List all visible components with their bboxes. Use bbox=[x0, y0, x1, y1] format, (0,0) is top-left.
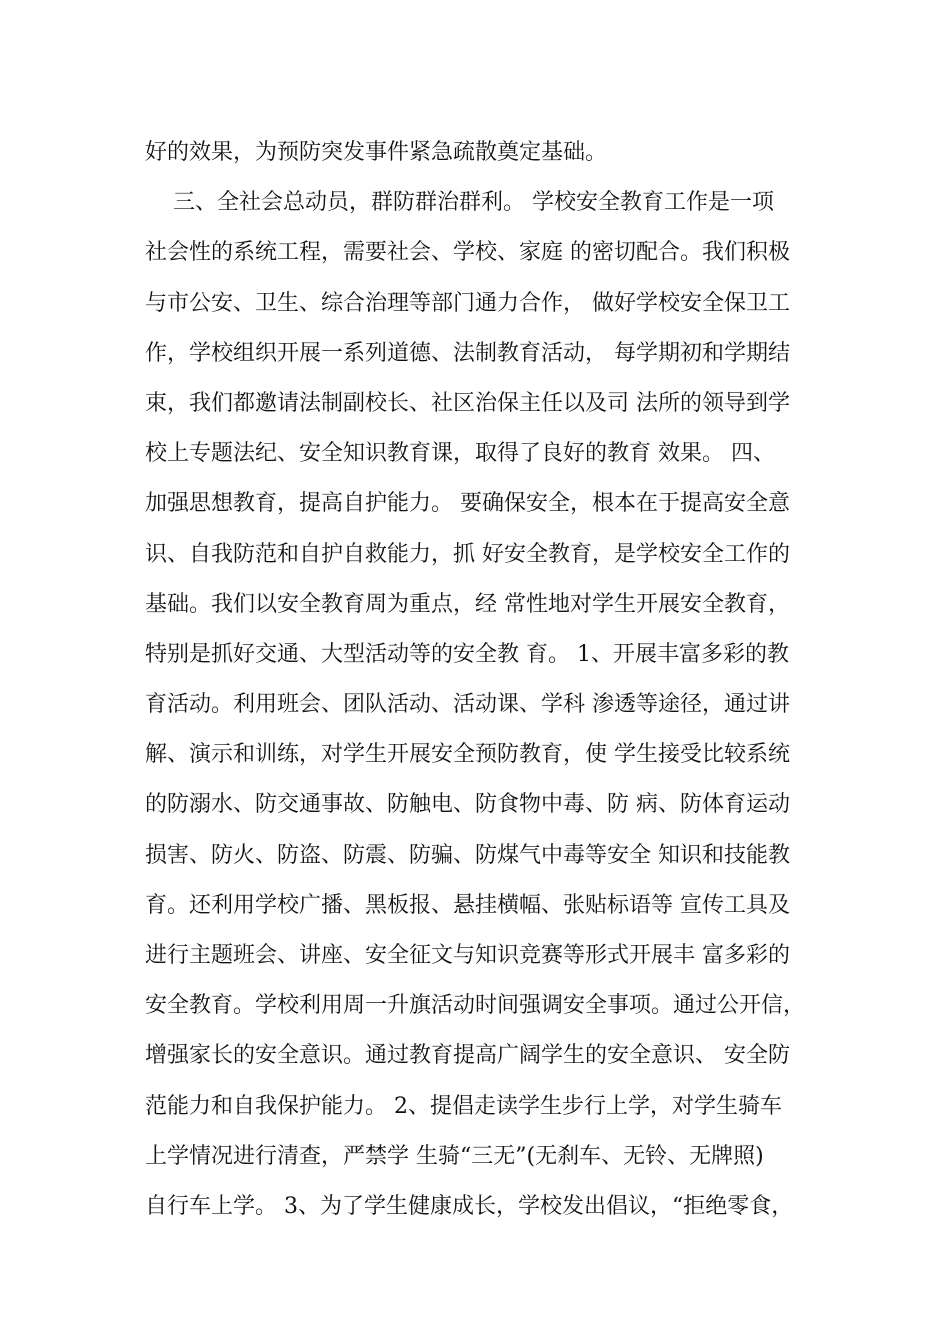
text-line: 安全教育。学校利用周一升旗活动时间强调安全事项。通过公开信， bbox=[145, 993, 806, 1019]
text-line: 的防溺水、防交通事故、防触电、防食物中毒、防 病、防体育运动 bbox=[145, 792, 790, 818]
text-line: 增强家长的安全意识。通过教育提高广阔学生的安全意识、 安全防 bbox=[145, 1043, 790, 1069]
text-line: 损害、防火、防盗、防震、防骗、防煤气中毒等安全 知识和技能教 bbox=[145, 842, 790, 868]
text-line: 范能力和自我保护能力。 2、提倡走读学生步行上学，对学生骑车 bbox=[145, 1093, 782, 1119]
text-line: 作，学校组织开展一系列道德、法制教育活动， 每学期初和学期结 bbox=[145, 340, 790, 366]
body-text bbox=[145, 128, 835, 1232]
text-line: 育活动。利用班会、团队活动、活动课、学科 渗透等途径，通过讲 bbox=[145, 692, 790, 718]
text-line: 自行车上学。 3、为了学生健康成长，学校发出倡议，“拒绝零食， bbox=[145, 1193, 794, 1219]
text-line: 识、自我防范和自护自救能力，抓 好安全教育，是学校安全工作的 bbox=[145, 541, 790, 567]
text-line: 上学情况进行清查，严禁学 生骑“三无”(无刹车、无铃、无牌照) bbox=[145, 1143, 764, 1169]
text-line: 加强思想教育，提高自护能力。 要确保安全，根本在于提高安全意 bbox=[145, 491, 790, 517]
text-line: 校上专题法纪、安全知识教育课，取得了良好的教育 效果。 四、 bbox=[145, 441, 775, 467]
text-line: 束，我们都邀请法制副校长、社区治保主任以及司 法所的领导到学 bbox=[145, 390, 790, 416]
text-line: 社会性的系统工程，需要社会、学校、家庭 的密切配合。我们积极 bbox=[145, 240, 790, 266]
text-line: 进行主题班会、讲座、安全征文与知识竞赛等形式开展丰 富多彩的 bbox=[145, 943, 790, 968]
text-line: 三、全社会总动员，群防群治群利。 学校安全教育工作是一项 bbox=[145, 190, 774, 216]
text-line: 特别是抓好交通、大型活动等的安全教 育。 1、开展丰富多彩的教 bbox=[145, 641, 789, 667]
text-line: 解、演示和训练，对学生开展安全预防教育，使 学生接受比较系统 bbox=[145, 742, 790, 768]
text-line: 育。还利用学校广播、黑板报、悬挂横幅、张贴标语等 宣传工具及 bbox=[145, 892, 790, 918]
text-line: 好的效果，为预防突发事件紧急疏散奠定基础。 bbox=[145, 140, 608, 165]
text-line: 与市公安、卫生、综合治理等部门通力合作， 做好学校安全保卫工 bbox=[145, 290, 790, 316]
text-line: 基础。我们以安全教育周为重点，经 常性地对学生开展安全教育， bbox=[145, 591, 790, 617]
